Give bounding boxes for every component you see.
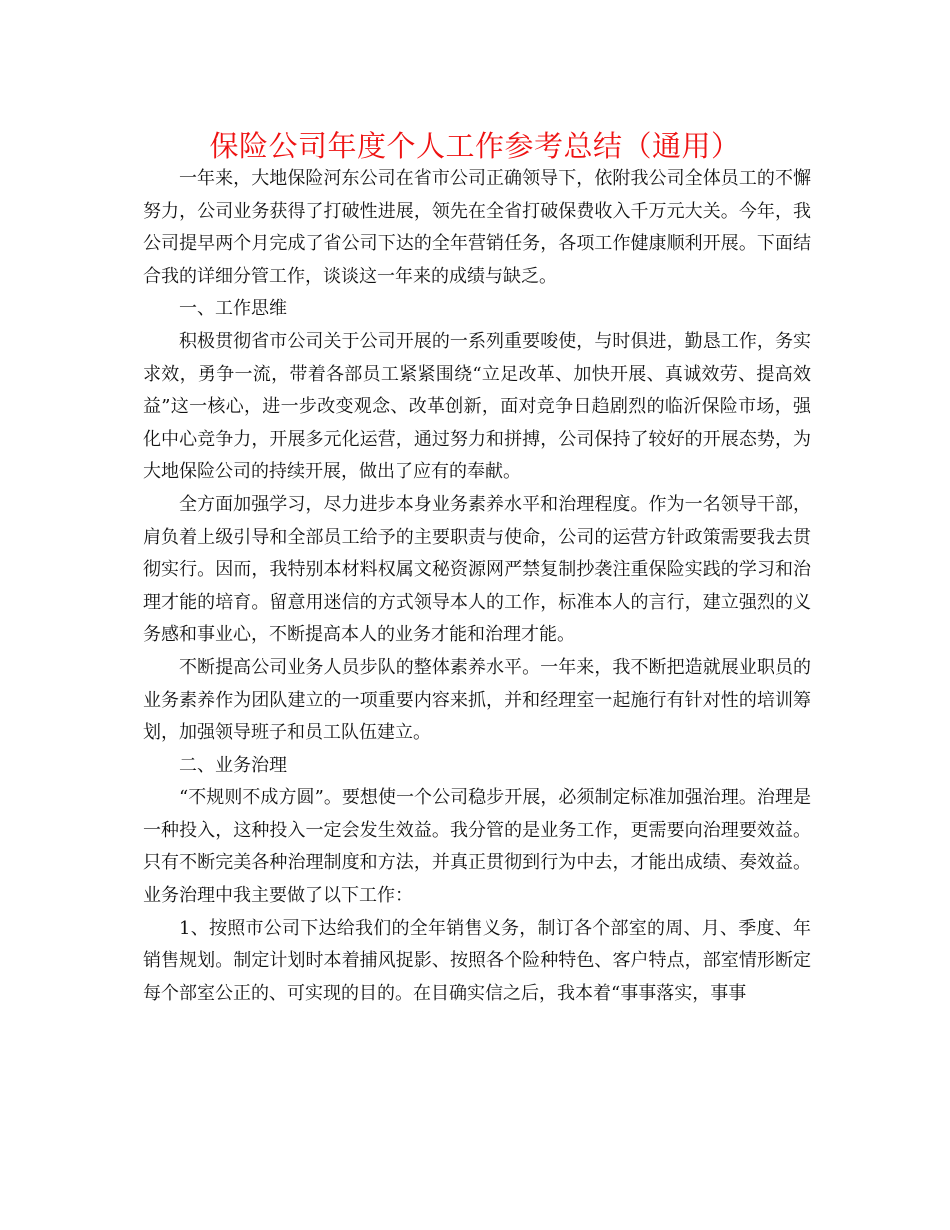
- body-paragraph: 全方面加强学习，尽力进步本身业务素养水平和治理程度。作为一名领导干部，肩负着上级引导和全部员工给予的主要职责与使命，公司的运营方针政策需要我去贯彻实行。因而，我特别本材料权属文秘资源网严禁复制抄袭注重保险实践的学习和治理才能的培育。留意用迷信的方式领导本人的工作，标准本人的言行，建立强烈的义务感和事业心，不断提高本人的业务才能和治理才能。: [143, 493, 811, 646]
- body-paragraph: “不规则不成方圆”。要想使一个公司稳步开展，必须制定标准加强治理。治理是一种投入，这种投入一定会发生效益。我分管的是业务工作，更需要向治理要效益。只有不断完美各种治理制度和方法，并真正贯彻到行为中去，才能出成绩、奏效益。业务治理中我主要做了以下工作：: [143, 787, 811, 907]
- body-paragraph: 积极贯彻省市公司关于公司开展的一系列重要唆使，与时俱进，勤恳工作，务实求效，勇争一流，带着各部员工紧紧围绕“立足改革、加快开展、真诚效劳、提高效益”这一核心，进一步改变观念、改革创新，面对竞争日趋剧烈的临沂保险市场，强化中心竞争力，开展多元化运营，通过努力和拼搏，公司保持了较好的开展态势，为大地保险公司的持续开展，做出了应有的奉献。: [143, 330, 811, 483]
- document-body: [143, 163, 811, 1010]
- body-paragraph: 不断提高公司业务人员步队的整体素养水平。一年来，我不断把造就展业职员的业务素养作为团队建立的一项重要内容来抓，并和经理室一起施行有针对性的培训筹划，加强领导班子和员工队伍建立。: [143, 656, 811, 744]
- intro-paragraph: 一年来，大地保险河东公司在省市公司正确领导下，依附我公司全体员工的不懈努力，公司业务获得了打破性进展，领先在全省打破保费收入千万元大关。今年，我公司提早两个月完成了省公司下达的全年营销任务，各项工作健康顺利开展。下面结合我的详细分管工作，谈谈这一年来的成绩与缺乏。: [143, 168, 811, 287]
- document-title: 保险公司年度个人工作参考总结（通用）: [209, 129, 741, 163]
- section-heading-work-thinking: 一、工作思维: [179, 298, 287, 320]
- section-heading-business-management: 二、业务治理: [179, 754, 287, 776]
- body-paragraph: 1、按照市公司下达给我们的全年销售义务，制订各个部室的周、月、季度、年销售规划。制定计划时本着捕风捉影、按照各个险种特色、客户特点，部室情形断定每个部室公正的、可实现的目的。在目确实信之后，我本着“事事落实，事事: [143, 917, 811, 1004]
